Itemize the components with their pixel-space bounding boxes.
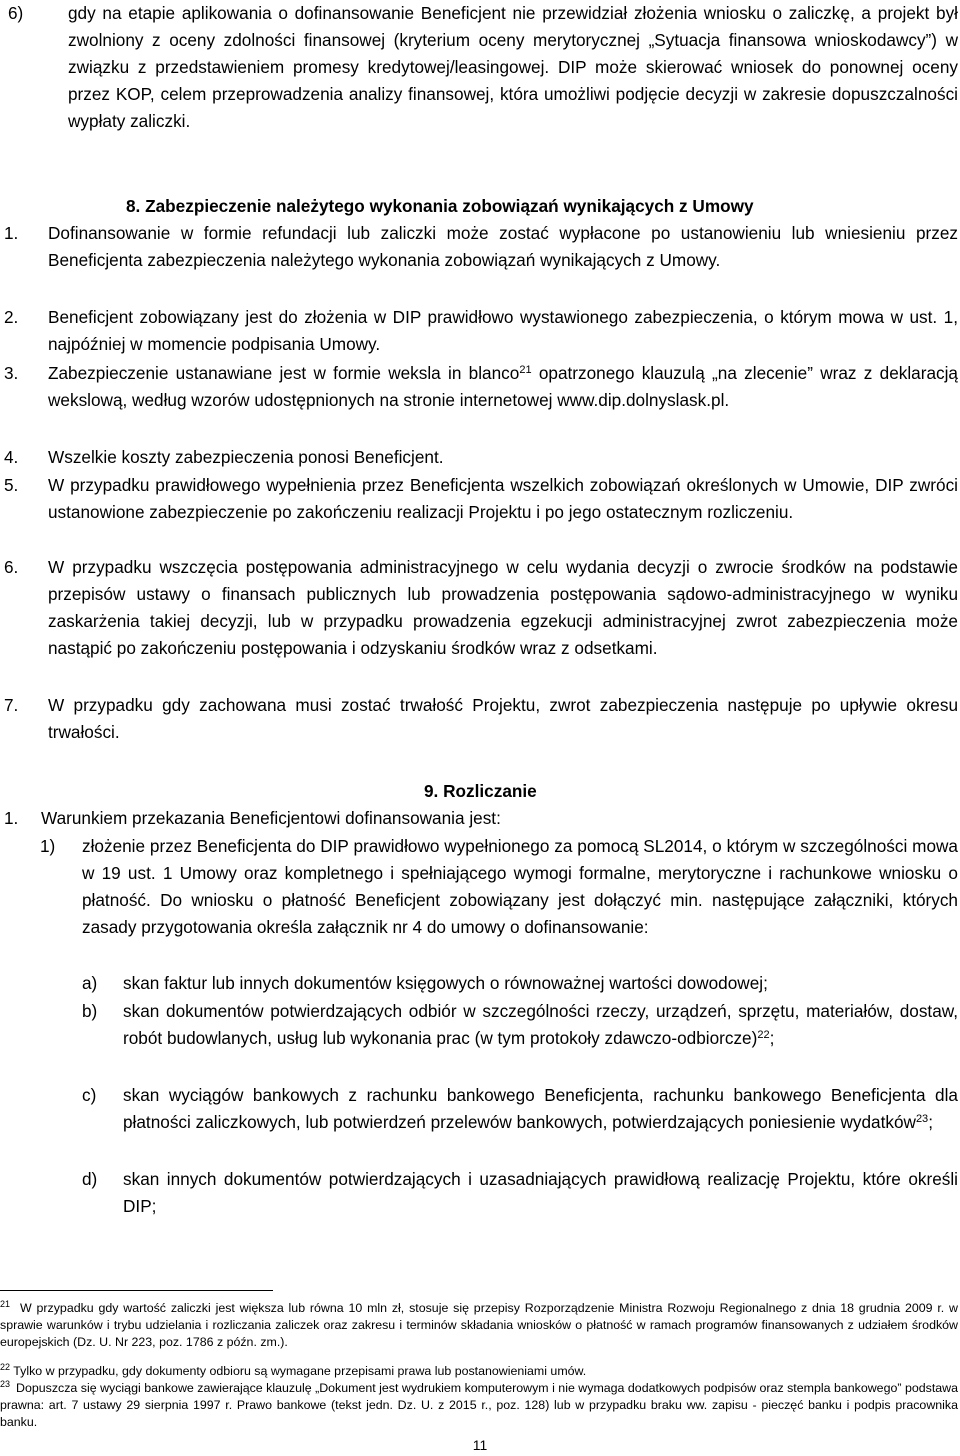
- list-item: [4, 304, 958, 358]
- item-text-part: skan dokumentów potwierdzających odbiór w szczególności rzeczy, urządzeń, sprzętu, materiałów, dostaw, robót budowlanych, usług lub wykonania prac (w tym protokoły zdawczo-odbiorcze): [123, 1001, 958, 1048]
- item-text: [4, 360, 958, 414]
- item-letter: b): [82, 1001, 98, 1021]
- item-text: [82, 998, 958, 1052]
- item-text: Beneficjent zobowiązany jest do złożenia w DIP prawidłowo wystawionego zabezpieczenia, o którym mowa w ust. 1, najpóźniej w momencie podpisania Umowy.: [48, 307, 958, 354]
- item-text-part: ;: [928, 1112, 933, 1132]
- item-number: 6): [8, 3, 24, 23]
- item-number: 2.: [4, 307, 19, 327]
- letter-item: [82, 970, 958, 997]
- section-8-heading: 8. Zabezpieczenie należytego wykonania zobowiązań wynikających z Umowy: [126, 196, 754, 216]
- letter-item: [82, 1082, 958, 1136]
- item-letter: d): [82, 1169, 98, 1189]
- item-number: 7.: [4, 695, 19, 715]
- page-number: 11: [472, 1437, 488, 1453]
- item-text-part: opatrzonego klauzulą „na zlecenie” wraz z deklaracją wekslową, według wzorów udostępnionych na stronie internetowej www.dip.dolnyslask.pl.: [48, 363, 958, 410]
- item-text: skan faktur lub innych dokumentów księgowych o równoważnej wartości dowodowej;: [123, 973, 768, 993]
- section-9-heading: 9. Rozliczanie: [424, 781, 537, 801]
- footnote-ref-22: 22: [757, 1029, 770, 1041]
- item-number: 1.: [4, 223, 19, 243]
- footnote-text: W przypadku gdy wartość zaliczki jest większa lub równa 10 mln zł, stosuje się przepisy Rozporządzenie Ministra Rozwoju Regionalnego z dnia 18 grudnia 2009 r. w sprawie warunków i trybu udzielania i rozliczania zaliczek oraz zakresu i terminów składania wniosków o płatność w ramach programów finansowanych z udziałem środków europejskich (Dz. U. Nr 223, poz. 1786 z późn. zm.).: [0, 1301, 958, 1349]
- footnote-22: [0, 1363, 958, 1380]
- footnote-separator: [0, 1290, 273, 1291]
- item-text: gdy na etapie aplikowania o dofinansowanie Beneficjent nie przewidział złożenia wniosku o zaliczkę, a projekt był zwolniony z oceny zdolności finansowej (kryterium oceny merytorycznej „Sytuacja finansowa wnioskodawcy”) w związku z przedstawieniem promesy kredytowej/leasingowej. DIP może skierować wniosek do ponownej oceny przez KOP, celem przeprowadzenia analizy finansowej, która umożliwi podjęcie decyzji w zakresie dopuszczalności wypłaty zaliczki.: [68, 3, 958, 131]
- item-number: 5.: [4, 475, 19, 495]
- list-item: [4, 360, 958, 414]
- item-number: 1): [40, 836, 56, 856]
- item-text: [82, 1082, 958, 1136]
- item-text-part: skan wyciągów bankowych z rachunku bankowego Beneficjenta, rachunku bankowego Beneficjenta dla płatności zaliczkowych, lub potwierdzeń przelewów bankowych, potwierdzających poniesienie wydatków: [123, 1085, 958, 1132]
- item-text-part: Zabezpieczenie ustanawiane jest w formie weksla in blanco: [48, 363, 520, 383]
- item-number: 3.: [4, 363, 19, 383]
- footnote-ref-23: 23: [915, 1113, 929, 1125]
- item-letter: c): [82, 1085, 97, 1105]
- item-text: W przypadku prawidłowego wypełnienia przez Beneficjenta wszelkich zobowiązań określonych w Umowie, DIP zwróci ustanowione zabezpieczenie po zakończeniu realizacji Projektu i po jego ostatecznym rozliczeniu.: [48, 475, 958, 522]
- footnote-text: Tylko w przypadku, gdy dokumenty odbioru są wymagane przepisami prawa lub postanowieniami umów.: [13, 1364, 587, 1378]
- item-text: W przypadku gdy zachowana musi zostać trwałość Projektu, zwrot zabezpieczenia następuje po upływie okresu trwałości.: [48, 695, 958, 742]
- item-text-part: ;: [769, 1028, 775, 1048]
- item-number: 1.: [4, 808, 19, 828]
- list-item: [4, 554, 958, 662]
- item-text: W przypadku wszczęcia postępowania administracyjnego w celu wydania decyzji o zwrocie środków na podstawie przepisów ustawy o finansach publicznych lub prowadzenia postępowania sądowo-administracyjnego w wyniku zaskarżenia takiej decyzji, lub w przypadku prowadzenia egzekucji administracyjnej zwrot zabezpieczenia może nastąpić po zakończeniu postępowania i odzyskaniu środków wraz z odsetkami.: [48, 557, 958, 658]
- list-item: [4, 692, 958, 746]
- list-item: [4, 805, 958, 832]
- letter-item: [82, 1166, 958, 1220]
- item-letter: a): [82, 973, 98, 993]
- footnote-ref-21: 21: [519, 364, 532, 376]
- item-text: Warunkiem przekazania Beneficjentowi dofinansowania jest:: [41, 808, 501, 828]
- list-item: [4, 220, 958, 274]
- item-number: 6.: [4, 557, 19, 577]
- sub-list-item: [40, 833, 958, 941]
- footnote-23: [0, 1380, 958, 1431]
- list-item: [4, 444, 958, 471]
- item-number: 4.: [4, 447, 19, 467]
- item-text: skan innych dokumentów potwierdzających i uzasadniających prawidłową realizację Projektu, które określi DIP;: [123, 1169, 958, 1216]
- letter-item: [82, 998, 958, 1052]
- list-item: [4, 472, 958, 526]
- list-item-6-paren: [8, 0, 958, 135]
- item-text: złożenie przez Beneficjenta do DIP prawidłowo wypełnionego za pomocą SL2014, o którym w szczególności mowa w 19 ust. 1 Umowy oraz kompletnego i spełniającego wymogi formalne, merytoryczne i rachunkowe wniosku o płatność. Do wniosku o płatność Beneficjent zobowiązany jest dołączyć min. następujące załączniki, których zasady przygotowania określa załącznik nr 4 do umowy o dofinansowanie:: [82, 836, 958, 937]
- footnote-number: 21: [0, 1299, 11, 1309]
- item-text: Dofinansowanie w formie refundacji lub zaliczki może zostać wypłacone po ustanowieniu lub wniesieniu przez Beneficjenta zabezpieczenia należytego wykonania zobowiązań wynikających z Umowy.: [48, 223, 958, 270]
- footnote-number: 22: [0, 1362, 11, 1372]
- item-text: Wszelkie koszty zabezpieczenia ponosi Beneficjent.: [48, 447, 444, 467]
- footnote-21: [0, 1300, 958, 1351]
- footnote-number: 23: [0, 1379, 11, 1389]
- footnote-text: Dopuszcza się wyciągi bankowe zawierające klauzulę „Dokument jest wydrukiem komputerowym i nie wymaga dodatkowych podpisów oraz stempla bankowego” podstawa prawna: art. 7 ustawy 29 sierpnia 1997 r. Prawo bankowe (tekst jedn. Dz. U. z 2015 r., poz. 128) lub w przypadku braku ww. zapisu - pieczęć banku i podpis pracownika banku.: [0, 1381, 958, 1429]
